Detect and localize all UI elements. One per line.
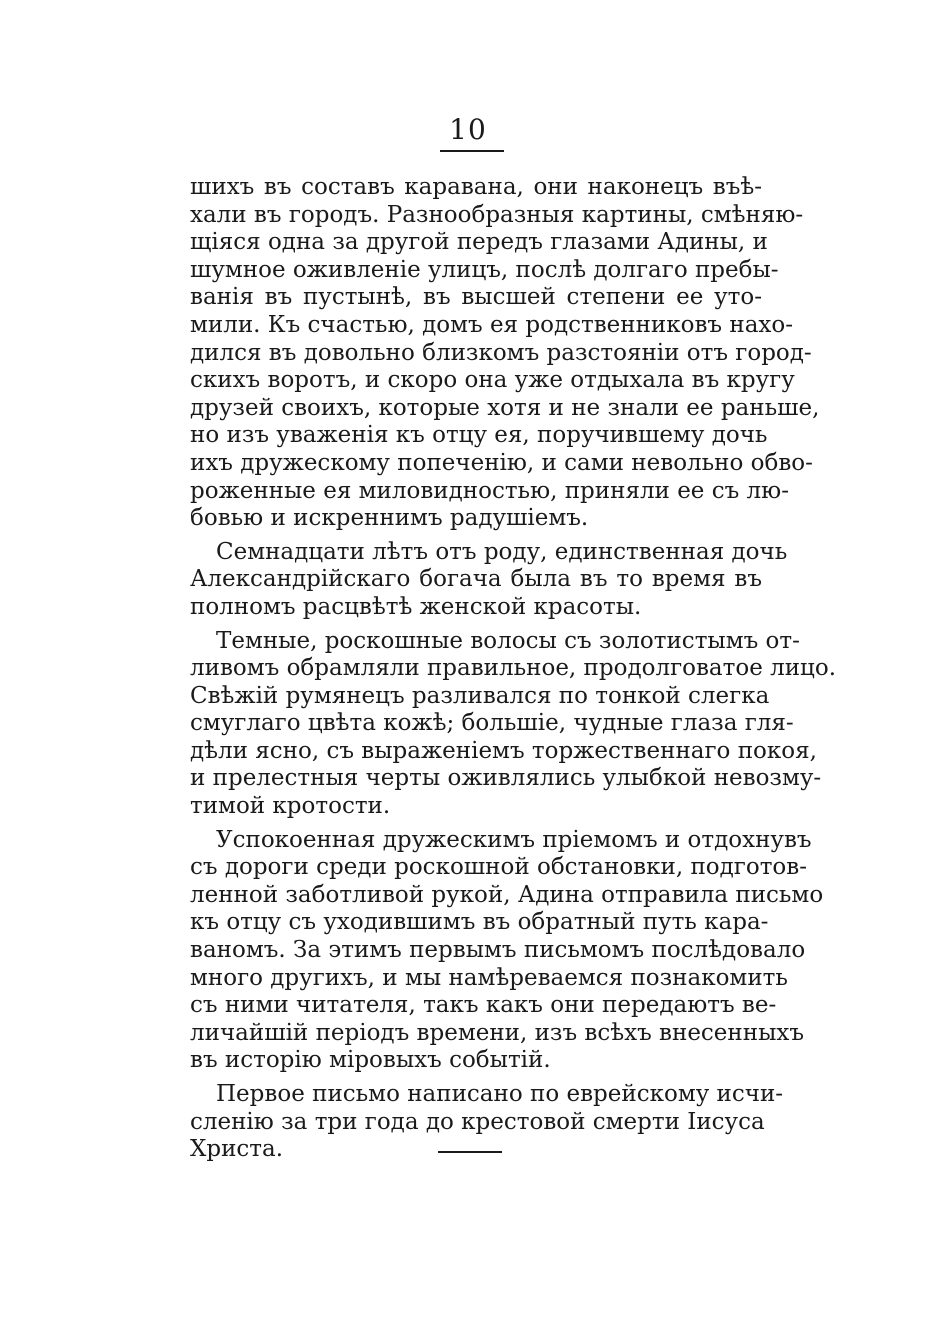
text-line: къ отцу съ уходившимъ въ обратный путь кара- [190, 909, 769, 936]
text-line: роженные ея миловидностью, приняли ее съ лю- [190, 477, 789, 504]
header-rule [440, 150, 504, 152]
text-line: смуглаго цвѣта кожѣ; большіе, чудные глаза гля- [190, 710, 794, 737]
text-line: ваномъ. За этимъ первымъ письмомъ послѣдовало [190, 937, 806, 964]
text-line: и прелестныя черты оживлялись улыбкой невозму- [190, 765, 822, 792]
text-line: друзей своихъ, которые хотя и не знали ее раньше, [190, 394, 820, 421]
text-line: Христа. [190, 1136, 284, 1163]
text-line: Темные, роскошные волосы съ золотистымъ от- [216, 627, 800, 654]
text-line: мили. Къ счастью, домъ ея родственниковъ нахо- [190, 311, 794, 338]
text-line: Александрійскаго богача была въ то время въ [190, 566, 762, 593]
text-line: ленной заботливой рукой, Адина отправила письмо [190, 881, 824, 908]
text-line: Первое письмо написано по еврейскому исчи- [216, 1081, 784, 1107]
text-line: Семнадцати лѣтъ отъ роду, единственная дочь [216, 538, 788, 565]
text-line: хали въ городъ. Разнообразныя картины, смѣняю- [190, 201, 804, 228]
text-line: съ ними читателя, такъ какъ они передаютъ ве- [190, 992, 777, 1019]
text-line: много другихъ, и мы намѣреваемся познакомить [190, 964, 788, 991]
paragraph [190, 826, 824, 1075]
body-text [190, 174, 837, 1164]
text-line: тимой кротости. [190, 793, 391, 820]
text-line: Успокоенная дружескимъ пріемомъ и отдохнувъ [216, 826, 812, 853]
text-line: полномъ расцвѣтѣ женской красоты. [190, 593, 642, 620]
text-line: бовью и искреннимъ радушіемъ. [190, 505, 589, 532]
text-line: Свѣжій румянецъ разливался по тонкой слегка [190, 682, 770, 709]
text-line: скихъ воротъ, и скоро она уже отдыхала въ кругу [190, 367, 795, 394]
text-line: шихъ въ составъ каравана, они наконецъ въѣ- [190, 174, 762, 200]
text-line: въ исторію міровыхъ событій. [190, 1047, 551, 1074]
page-number: 10 [449, 113, 487, 146]
end-rule [438, 1151, 502, 1153]
paragraph [190, 174, 820, 533]
text-line: но изъ уваженія къ отцу ея, поручившему дочь [190, 422, 768, 449]
paragraph [190, 538, 788, 622]
text-line: дился въ довольно близкомъ разстояніи отъ город- [190, 339, 812, 366]
text-line: щіяся одна за другой передъ глазами Адины, и [190, 229, 768, 256]
text-line: ихъ дружескому попеченію, и сами невольно обво- [190, 449, 813, 476]
paragraph [190, 627, 837, 821]
text-line: съ дороги среди роскошной обстановки, подготов- [190, 854, 807, 881]
text-line: ванія въ пустынѣ, въ высшей степени ее уто- [190, 284, 762, 311]
text-line: шумное оживленіе улицъ, послѣ долгаго пребы- [190, 256, 779, 283]
text-line: личайшій періодъ времени, изъ всѣхъ внесенныхъ [190, 1019, 804, 1046]
text-line: дѣли ясно, съ выраженіемъ торжественнаго покоя, [190, 737, 817, 764]
text-line: сленію за три года до крестовой смерти Іисуса [190, 1108, 765, 1135]
text-line: ливомъ обрамляли правильное, продолговатое лицо. [190, 655, 837, 682]
